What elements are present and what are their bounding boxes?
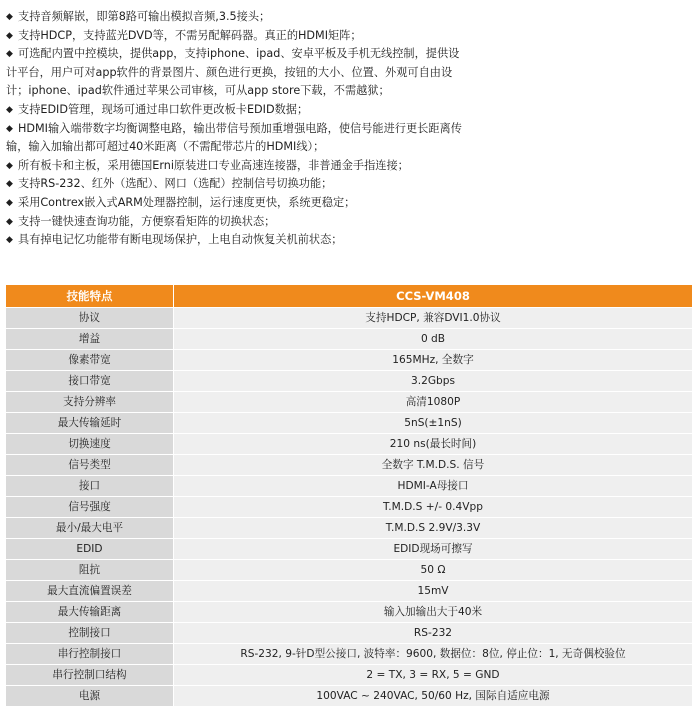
row-value: 50 Ω bbox=[174, 560, 693, 581]
diamond-bullet-icon: ◆ bbox=[6, 197, 13, 208]
table-row bbox=[6, 539, 693, 560]
row-label: 串行控制接口 bbox=[6, 644, 174, 665]
feature-text: 支持RS-232、红外（选配）、网口（选配）控制信号切换功能； bbox=[18, 177, 333, 191]
feature-item bbox=[6, 101, 466, 120]
row-label: 接口 bbox=[6, 476, 174, 497]
row-value: 全数字 T.M.D.S. 信号 bbox=[174, 455, 693, 476]
feature-item bbox=[6, 27, 466, 46]
row-value: 15mV bbox=[174, 581, 693, 602]
table-row bbox=[6, 644, 693, 665]
feature-item bbox=[6, 231, 466, 250]
diamond-bullet-icon: ◆ bbox=[6, 123, 13, 134]
table-row bbox=[6, 392, 693, 413]
feature-text: 支持EDID管理，现场可通过串口软件更改板卡EDID数据； bbox=[18, 102, 309, 116]
row-value: 2 = TX, 3 = RX, 5 = GND bbox=[174, 665, 693, 686]
row-value: HDMI-A母接口 bbox=[174, 476, 693, 497]
diamond-bullet-icon: ◆ bbox=[6, 49, 13, 60]
table-row bbox=[6, 497, 693, 518]
row-value: 输入加输出大于40米 bbox=[174, 602, 693, 623]
diamond-bullet-icon: ◆ bbox=[6, 12, 13, 22]
row-label: 最大传输延时 bbox=[6, 413, 174, 434]
row-label: 电源 bbox=[6, 686, 174, 707]
row-label: 切换速度 bbox=[6, 434, 174, 455]
table-row bbox=[6, 518, 693, 539]
feature-text: 采用Contrex嵌入式ARM处理器控制，运行速度更快，系统更稳定； bbox=[18, 195, 356, 209]
header-label: 技能特点 bbox=[6, 285, 174, 308]
feature-item bbox=[6, 213, 466, 232]
feature-item bbox=[6, 194, 466, 213]
row-value: 3.2Gbps bbox=[174, 371, 693, 392]
table-row bbox=[6, 350, 693, 371]
row-label: 协议 bbox=[6, 308, 174, 329]
row-value: EDID现场可擦写 bbox=[174, 539, 693, 560]
table-row bbox=[6, 455, 693, 476]
row-label: 最大传输距离 bbox=[6, 602, 174, 623]
table-row bbox=[6, 329, 693, 350]
feature-item bbox=[6, 45, 466, 101]
table-row bbox=[6, 665, 693, 686]
row-label: 像素带宽 bbox=[6, 350, 174, 371]
diamond-bullet-icon: ◆ bbox=[6, 160, 13, 171]
feature-item bbox=[6, 175, 466, 194]
table-row bbox=[6, 686, 693, 707]
feature-text: 支持音频解嵌，即第8路可输出模拟音频,3.5接头； bbox=[18, 10, 271, 23]
row-value: T.M.D.S 2.9V/3.3V bbox=[174, 518, 693, 539]
row-label: 增益 bbox=[6, 329, 174, 350]
feature-item bbox=[6, 8, 466, 27]
row-label: 最小/最大电平 bbox=[6, 518, 174, 539]
row-label: 阻抗 bbox=[6, 560, 174, 581]
row-value: 0 dB bbox=[174, 329, 693, 350]
table-row bbox=[6, 308, 693, 329]
row-label: 最大直流偏置误差 bbox=[6, 581, 174, 602]
feature-text: 所有板卡和主板，采用德国Erni原装进口专业高速连接器，非普通金手指连接； bbox=[18, 158, 409, 172]
feature-text: 支持一键快速查询功能，方便察看矩阵的切换状态； bbox=[18, 214, 276, 228]
table-row bbox=[6, 623, 693, 644]
row-value: 高清1080P bbox=[174, 392, 693, 413]
feature-item bbox=[6, 120, 466, 157]
table-row bbox=[6, 413, 693, 434]
header-model: CCS-VM408 bbox=[174, 285, 693, 308]
feature-text: 具有掉电记忆功能带有断电现场保护，上电自动恢复关机前状态； bbox=[18, 233, 343, 247]
table-row bbox=[6, 371, 693, 392]
row-value: 210 ns(最长时间) bbox=[174, 434, 693, 455]
spec-table bbox=[5, 284, 693, 707]
row-label: 信号强度 bbox=[6, 497, 174, 518]
table-row bbox=[6, 581, 693, 602]
row-value: T.M.D.S +/- 0.4Vpp bbox=[174, 497, 693, 518]
row-label: 控制接口 bbox=[6, 623, 174, 644]
feature-text: 支持HDCP，支持蓝光DVD等，不需另配解码器。真正的HDMI矩阵； bbox=[18, 28, 362, 42]
row-value: 5nS(±1nS) bbox=[174, 413, 693, 434]
row-label: 信号类型 bbox=[6, 455, 174, 476]
row-label: EDID bbox=[6, 539, 174, 560]
table-row bbox=[6, 602, 693, 623]
row-label: 串行控制口结构 bbox=[6, 665, 174, 686]
table-row bbox=[6, 560, 693, 581]
row-value: RS-232, 9-针D型公接口, 波特率：9600, 数据位：8位, 停止位：1, 无奇偶校验位 bbox=[174, 644, 693, 665]
diamond-bullet-icon: ◆ bbox=[6, 235, 13, 246]
row-label: 支持分辨率 bbox=[6, 392, 174, 413]
table-row bbox=[6, 476, 693, 497]
row-value: RS-232 bbox=[174, 623, 693, 644]
diamond-bullet-icon: ◆ bbox=[6, 104, 13, 115]
diamond-bullet-icon: ◆ bbox=[6, 216, 13, 227]
row-value: 165MHz, 全数字 bbox=[174, 350, 693, 371]
row-label: 接口带宽 bbox=[6, 371, 174, 392]
feature-text: HDMI输入端带数字均衡调整电路，输出带信号预加重增强电路，使信号能进行更长距离传输，输入加输出都可超过40米距离（不需配带芯片的HDMI线）； bbox=[6, 121, 462, 154]
table-header-row bbox=[6, 285, 693, 308]
row-value: 支持HDCP, 兼容DVI1.0协议 bbox=[174, 308, 693, 329]
row-value: 100VAC ~ 240VAC, 50/60 Hz, 国际自适应电源 bbox=[174, 686, 693, 707]
diamond-bullet-icon: ◆ bbox=[6, 30, 13, 41]
diamond-bullet-icon: ◆ bbox=[6, 179, 13, 190]
feature-item bbox=[6, 157, 466, 176]
feature-text: 可选配内置中控模块，提供app，支持iphone、ipad、安卓平板及手机无线控制，提供设计平台，用户可对app软件的背景图片、颜色进行更换，按钮的大小、位置、外观可自由设计；iphone、ipad软件通过苹果公司审核，可从app store下载，不需越狱； bbox=[6, 47, 460, 98]
feature-list bbox=[6, 8, 466, 250]
table-row bbox=[6, 434, 693, 455]
